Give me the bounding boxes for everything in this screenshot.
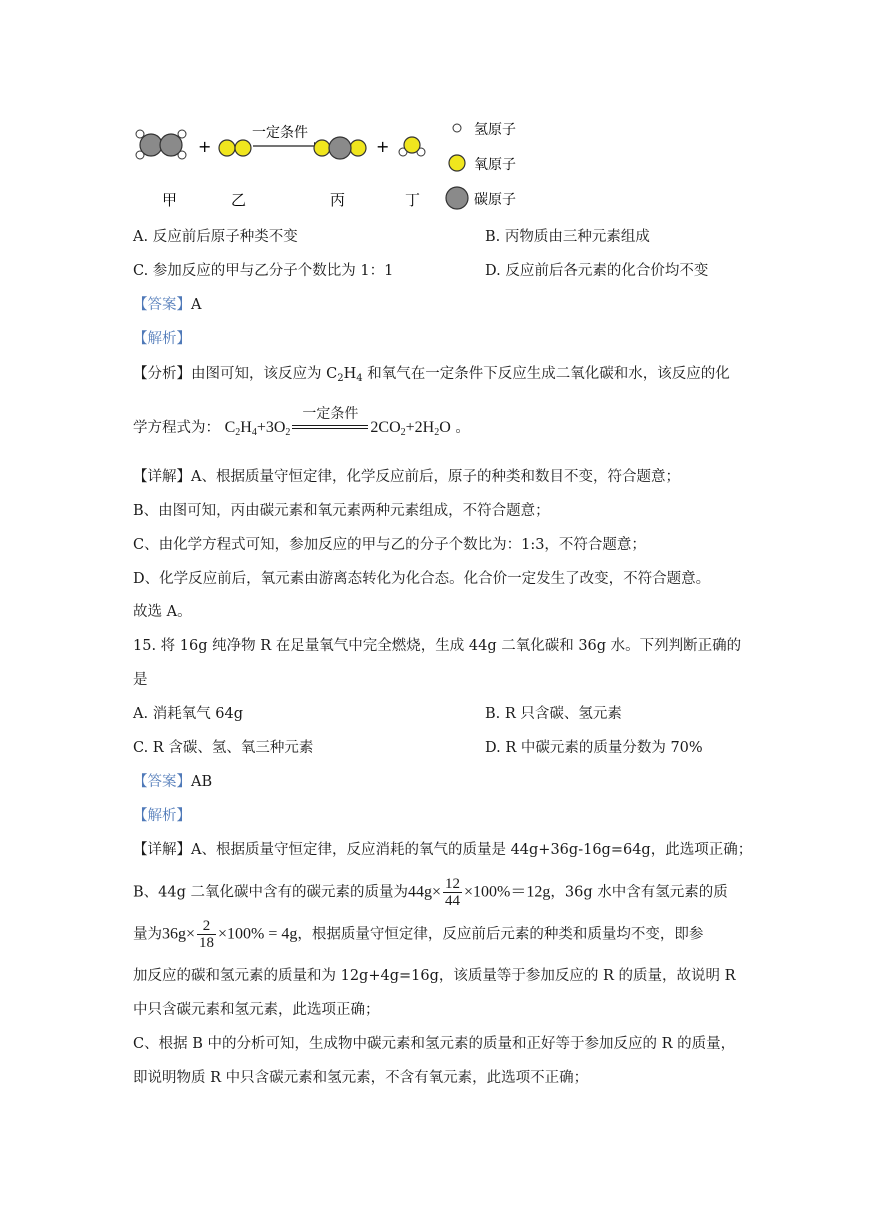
q15-detail-b2: 量为36g× $\frac{2}{18}$ ×100% = 4g，根据质量守恒定律，反应前后元素的种类和质量均不变，即参 [133,918,704,951]
fraction-12-44: $\frac{12}{44}$ [445,876,461,909]
answer-value: A [191,297,202,313]
chemical-equation: $C_2H_4+3O_2$ 一定条件 $2CO_2+2H_2O$ [224,406,451,438]
fraction-2-18: $\frac{2}{18}$ [199,918,215,951]
q14-conclusion: 故选 A。 [133,604,192,620]
q15-stem-1: 15. 将 16g 纯净物 R 在足量氧气中完全燃烧，生成 44g 二氧化碳和 36g 水。下列判断正确的 [133,638,742,654]
q15-detail-a: 【详解】A、根据质量守恒定律，反应消耗的氧气的质量是 44g+36g-16g=64g，此选项正确； [133,842,753,858]
q14-equation-line: 学方程式为： $C_2H_4+3O_2$ 一定条件 $2CO_2+2H_2O$ 。 [133,406,470,438]
molecule-jia [136,130,186,159]
plus-1: + [198,137,212,156]
q14-detail-a: 【详解】A、根据质量守恒定律，化学反应前后，原子的种类和数目不变，符合题意； [133,469,680,485]
q14-detail-b: B、由图可知，丙由碳元素和氧元素两种元素组成，不符合题意； [133,503,550,519]
q14-option-c: C. 参加反应的甲与乙分子个数比为 1：1 [133,263,394,279]
q15-detail-b1: B、44g 二氧化碳中含有的碳元素的质量为44g× $\frac{12}{44}$ ×100%＝12g，36g 水中含有氢元素的质 [133,876,728,909]
label-ding: 丁 [405,191,421,209]
molecule-bing [314,137,366,159]
reaction-arrow [252,125,322,150]
legend-oxygen: 氧原子 [474,157,516,173]
q15-analysis-tag: 【解析】 [133,808,191,824]
equation-condition: 一定条件 [292,412,368,438]
q15-stem-2: 是 [133,672,148,688]
q14-option-b: B. 丙物质由三种元素组成 [485,229,650,245]
answer-tag: 【答案】 [133,297,191,313]
q15-detail-c1: C、根据 B 中的分析可知，生成物中碳元素和氢元素的质量和正好等于参加反应的 R 的质量， [133,1036,736,1052]
arrow-condition: 一定条件 [252,125,308,141]
q15-option-d: D. R 中碳元素的质量分数为 70% [485,740,703,756]
q15-answer: 【答案】AB [133,774,213,790]
q15-detail-b3: 加反应的碳和氢元素的质量和为 12g+4g=16g，该质量等于参加反应的 R 的质量，故说明 R [133,968,736,984]
q14-option-a: A. 反应前后原子种类不变 [133,229,298,245]
q14-analysis-tag: 【解析】 [133,331,191,347]
legend-carbon: 碳原子 [474,192,516,208]
reaction-diagram [130,112,550,217]
q14-fenxi: 【分析】由图可知，该反应为 $C_2H_4$ 和氧气在一定条件下反应生成二氧化碳和水，该反应的化 [133,366,730,384]
q14-detail-d: D、化学反应前后，氧元素由游离态转化为化合态。化合价一定发生了改变，不符合题意。 [133,571,711,587]
q15-detail-b4: 中只含碳元素和氢元素，此选项正确； [133,1002,380,1018]
legend [446,122,516,209]
q15-option-b: B. R 只含碳、氢元素 [485,706,622,722]
q14-option-d: D. 反应前后各元素的化合价均不变 [485,263,709,279]
q15-detail-c2: 即说明物质 R 中只含碳元素和氢元素，不含有氧元素，此选项不正确； [133,1070,589,1086]
legend-hydrogen: 氢原子 [474,122,516,138]
q14-detail-c: C、由化学方程式可知，参加反应的甲与乙的分子个数比为：1:3，不符合题意； [133,537,646,553]
fenxi-tag: 【分析】 [133,366,191,382]
q15-option-c: C. R 含碳、氢、氧三种元素 [133,740,314,756]
label-yi: 乙 [231,191,247,209]
label-bing: 丙 [330,191,346,209]
molecule-ding [399,137,425,156]
q15-option-a: A. 消耗氧气 64g [133,706,244,722]
label-jia: 甲 [162,191,178,209]
molecule-yi [219,140,251,156]
plus-2: + [376,137,390,156]
q14-answer [133,295,201,315]
